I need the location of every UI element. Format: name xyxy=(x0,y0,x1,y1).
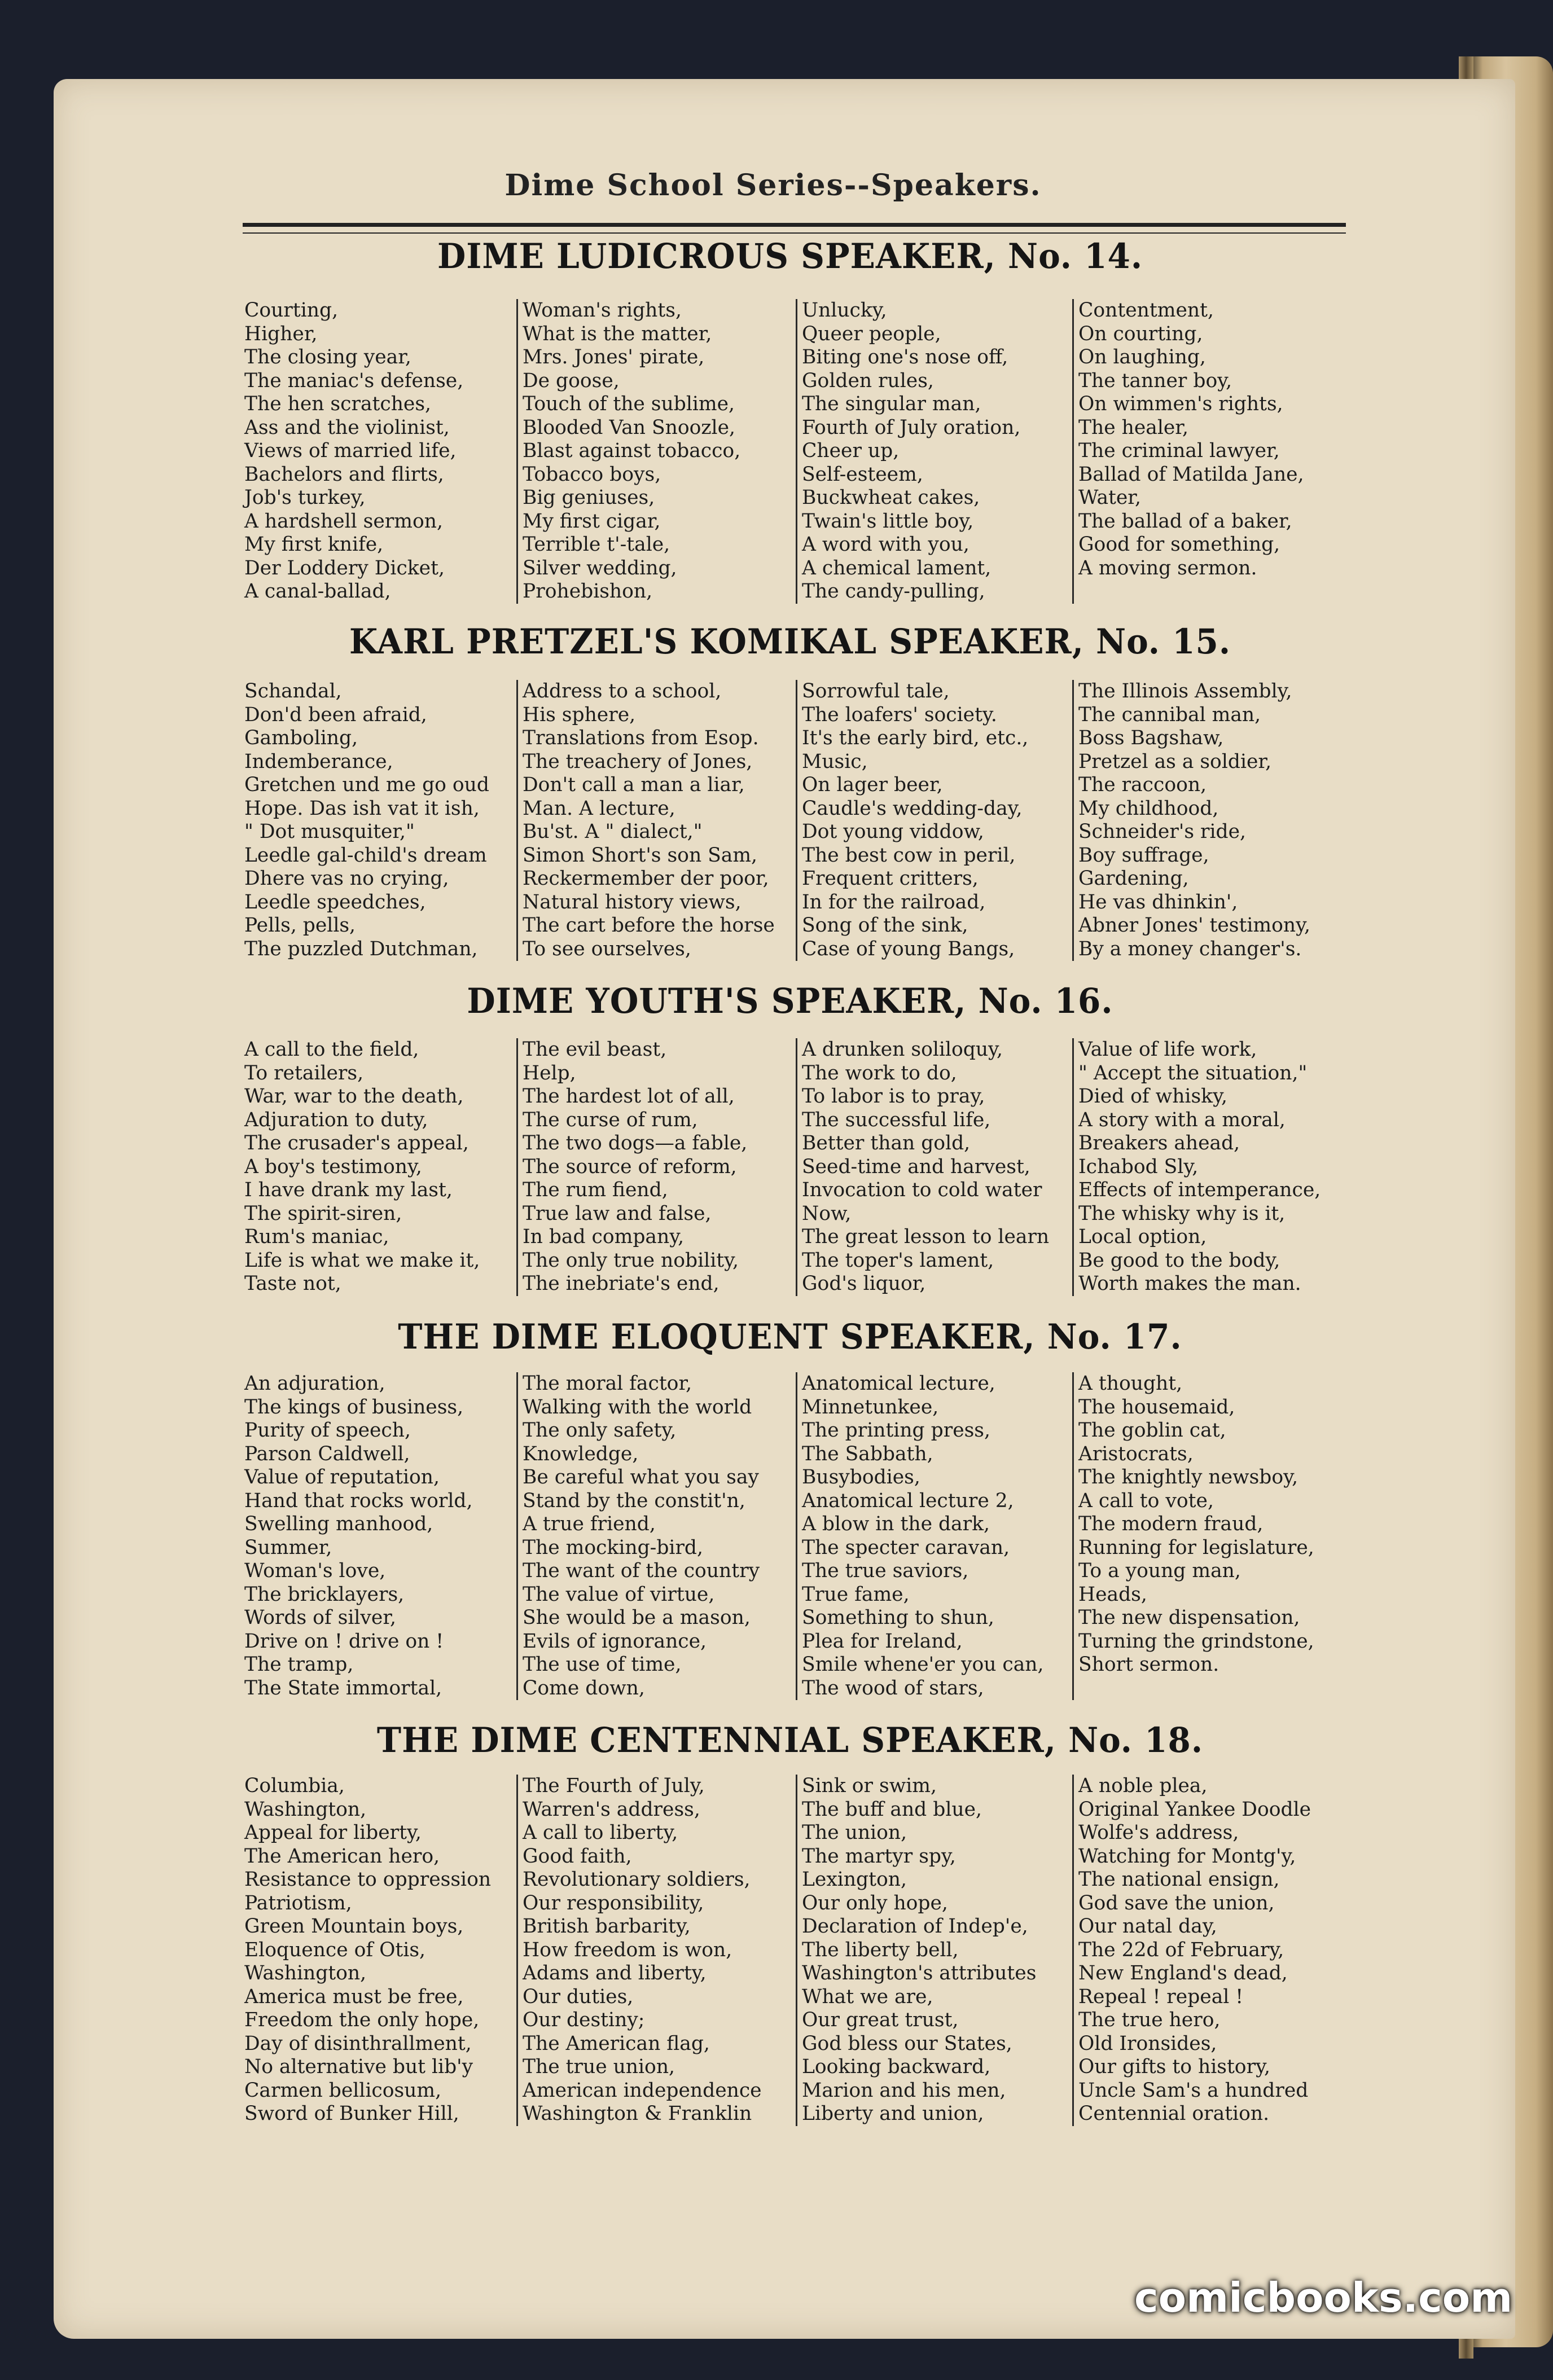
list-item: On wimmen's rights, xyxy=(1078,393,1283,415)
list-item: Golden rules, xyxy=(802,369,934,392)
list-item: Carmen bellicosum, xyxy=(244,2079,442,2102)
list-item: Purity of speech, xyxy=(244,1419,411,1442)
list-item: Our responsibility, xyxy=(523,1891,704,1914)
list-item: A drunken soliloquy, xyxy=(802,1038,1003,1061)
list-item: Breakers ahead, xyxy=(1078,1132,1240,1154)
list-item: The inebriate's end, xyxy=(523,1272,720,1295)
list-item: Self-esteem, xyxy=(802,463,923,486)
list-item: " Accept the situation," xyxy=(1078,1061,1308,1084)
list-item: Green Mountain boys, xyxy=(244,1915,464,1938)
list-item: Hand that rocks world, xyxy=(244,1489,473,1512)
list-item: Courting, xyxy=(244,299,339,322)
list-item: Something to shun, xyxy=(802,1606,994,1629)
list-item: The cart before the horse xyxy=(523,914,775,937)
list-item: The cannibal man, xyxy=(1078,703,1261,726)
list-item: Adjuration to duty, xyxy=(244,1108,428,1131)
list-item: The crusader's appeal, xyxy=(244,1132,469,1154)
list-item: The 22d of February, xyxy=(1078,1938,1284,1961)
column-4 xyxy=(1072,299,1349,604)
list-item: Liberty and union, xyxy=(802,2102,984,2125)
list-item: Simon Short's son Sam, xyxy=(523,844,758,867)
column-3 xyxy=(796,680,1072,961)
list-item: Song of the sink, xyxy=(802,914,968,937)
list-item: The tramp, xyxy=(244,1653,354,1676)
list-item: Smile whene'er you can, xyxy=(802,1653,1044,1676)
column-1 xyxy=(240,1038,516,1296)
list-item: Wolfe's address, xyxy=(1078,1821,1239,1844)
list-item: Centennial oration. xyxy=(1078,2102,1270,2125)
list-item: Caudle's wedding-day, xyxy=(802,797,1023,820)
list-item: Declaration of Indep'e, xyxy=(802,1915,1028,1938)
list-item: Tobacco boys, xyxy=(523,463,661,486)
list-item: Invocation to cold water xyxy=(802,1179,1042,1201)
list-item: Ichabod Sly, xyxy=(1078,1155,1199,1178)
section-title-16: DIME YOUTH'S SPEAKER, No. 16. xyxy=(467,981,1113,1021)
list-item: Looking backward, xyxy=(802,2056,991,2078)
list-item: Plea for Ireland, xyxy=(802,1630,963,1653)
column-3 xyxy=(796,1775,1072,2126)
list-item: His sphere, xyxy=(523,703,636,726)
section-list-15 xyxy=(240,680,1349,961)
list-item: The tanner boy, xyxy=(1078,369,1232,392)
list-item: The two dogs—a fable, xyxy=(523,1132,748,1154)
list-item: Pells, pells, xyxy=(244,914,356,937)
list-item: Be careful what you say xyxy=(523,1466,759,1488)
list-item: The liberty bell, xyxy=(802,1938,959,1961)
list-item: Der Loddery Dicket, xyxy=(244,556,445,579)
list-item: An adjuration, xyxy=(244,1372,385,1395)
column-4 xyxy=(1072,680,1349,961)
column-1 xyxy=(240,299,516,604)
list-item: Our natal day, xyxy=(1078,1915,1217,1938)
list-item: Blooded Van Snoozle, xyxy=(523,416,735,439)
list-item: On courting, xyxy=(1078,322,1203,345)
list-item: Reckermember der poor, xyxy=(523,867,769,890)
list-item: Bachelors and flirts, xyxy=(244,463,444,486)
list-item: Contentment, xyxy=(1078,299,1214,322)
column-1 xyxy=(240,1372,516,1700)
list-item: The modern fraud, xyxy=(1078,1513,1264,1535)
list-item: Case of young Bangs, xyxy=(802,937,1015,960)
list-item: Value of life work, xyxy=(1078,1038,1257,1061)
list-item: Higher, xyxy=(244,322,318,345)
header-rule xyxy=(243,223,1346,234)
list-item: The kings of business, xyxy=(244,1395,464,1419)
list-item: He vas dhinkin', xyxy=(1078,890,1238,914)
list-item: Warren's address, xyxy=(523,1798,700,1821)
list-item: My first knife, xyxy=(244,533,384,556)
list-item: Dot young viddow, xyxy=(802,820,984,843)
list-item: Washington & Franklin xyxy=(523,2102,752,2125)
list-item: God's liquor, xyxy=(802,1272,926,1295)
list-item: Patriotism, xyxy=(244,1891,352,1914)
list-item: Boy suffrage, xyxy=(1078,844,1209,867)
list-item: A chemical lament, xyxy=(802,556,992,579)
list-item: Summer, xyxy=(244,1536,332,1559)
list-item: Views of married life, xyxy=(244,440,457,462)
list-item: Marion and his men, xyxy=(802,2079,1006,2102)
list-item: The only true nobility, xyxy=(523,1249,739,1272)
list-item: The closing year, xyxy=(244,346,411,368)
list-item: The best cow in peril, xyxy=(802,844,1016,867)
list-item: Schneider's ride, xyxy=(1078,820,1246,843)
list-item: Don't call a man a liar, xyxy=(523,774,745,796)
list-item: The criminal lawyer, xyxy=(1078,440,1280,462)
list-item: Silver wedding, xyxy=(523,556,677,579)
list-item: The value of virtue, xyxy=(523,1583,715,1606)
list-item: Blast against tobacco, xyxy=(523,440,741,462)
list-item: Big geniuses, xyxy=(523,486,655,509)
list-item: Sword of Bunker Hill, xyxy=(244,2102,459,2125)
list-item: Touch of the sublime, xyxy=(523,393,735,415)
list-item: Pretzel as a soldier, xyxy=(1078,750,1272,773)
list-item: Value of reputation, xyxy=(244,1466,440,1488)
list-item: Translations from Esop. xyxy=(523,727,759,749)
list-item: British barbarity, xyxy=(523,1915,691,1938)
list-item: Aristocrats, xyxy=(1078,1442,1194,1465)
series-header: Dime School Series--Speakers. xyxy=(504,168,1042,203)
list-item: A thought, xyxy=(1078,1372,1183,1395)
list-item: No alternative but lib'y xyxy=(244,2056,473,2078)
list-item: It's the early bird, etc., xyxy=(802,727,1029,749)
list-item: True law and false, xyxy=(523,1202,712,1225)
list-item: Boss Bagshaw, xyxy=(1078,727,1224,749)
list-item: Unlucky, xyxy=(802,299,887,322)
list-item: The specter caravan, xyxy=(802,1536,1010,1559)
list-item: The knightly newsboy, xyxy=(1078,1466,1298,1488)
list-item: God save the union, xyxy=(1078,1891,1275,1914)
list-item: The only safety, xyxy=(523,1419,677,1442)
list-item: Seed-time and harvest, xyxy=(802,1155,1030,1178)
list-item: America must be free, xyxy=(244,1985,464,2008)
list-item: Knowledge, xyxy=(523,1442,639,1465)
list-item: A word with you, xyxy=(802,533,969,556)
list-item: The wood of stars, xyxy=(802,1676,984,1700)
list-item: Life is what we make it, xyxy=(244,1249,480,1272)
list-item: The true hero, xyxy=(1078,2009,1221,2031)
list-item: Job's turkey, xyxy=(244,486,366,509)
list-item: Washington, xyxy=(244,1962,367,1984)
list-item: The work to do, xyxy=(802,1061,957,1084)
list-item: A moving sermon. xyxy=(1078,556,1257,579)
list-item: Repeal ! repeal ! xyxy=(1078,1985,1244,2008)
list-item: The candy-pulling, xyxy=(802,580,985,603)
list-item: Parson Caldwell, xyxy=(244,1442,410,1465)
list-item: The raccoon, xyxy=(1078,774,1207,796)
list-item: Died of whisky, xyxy=(1078,1085,1227,1108)
list-item: Appeal for liberty, xyxy=(244,1821,422,1844)
list-item: To labor is to pray, xyxy=(802,1085,985,1108)
list-item: Heads, xyxy=(1078,1583,1147,1606)
list-item: The Illinois Assembly, xyxy=(1078,680,1292,702)
list-item: My childhood, xyxy=(1078,797,1219,820)
list-item: The ballad of a baker, xyxy=(1078,510,1292,533)
list-item: To a young man, xyxy=(1078,1560,1241,1582)
list-item: To see ourselves, xyxy=(523,937,691,960)
list-item: Indemberance, xyxy=(244,750,393,773)
list-item: Drive on ! drive on ! xyxy=(244,1630,444,1653)
list-item: Turning the grindstone, xyxy=(1078,1630,1314,1653)
list-item: The buff and blue, xyxy=(802,1798,982,1821)
list-item: On laughing, xyxy=(1078,346,1206,368)
list-item: Buckwheat cakes, xyxy=(802,486,980,509)
list-item: In for the railroad, xyxy=(802,890,986,914)
list-item: The American flag, xyxy=(523,2032,710,2055)
column-2 xyxy=(516,680,796,961)
list-item: The union, xyxy=(802,1821,907,1844)
list-item: The hen scratches, xyxy=(244,393,432,415)
list-item: Cheer up, xyxy=(802,440,900,462)
list-item: The toper's lament, xyxy=(802,1249,994,1272)
section-title-14: DIME LUDICROUS SPEAKER, No. 14. xyxy=(437,236,1143,276)
list-item: Original Yankee Doodle xyxy=(1078,1798,1311,1821)
list-item: The evil beast, xyxy=(523,1038,667,1061)
list-item: A call to liberty, xyxy=(523,1821,678,1844)
list-item: Running for legislature, xyxy=(1078,1536,1314,1559)
list-item: The Fourth of July, xyxy=(523,1775,705,1797)
list-item: Ass and the violinist, xyxy=(244,416,450,439)
list-item: The true saviors, xyxy=(802,1560,969,1582)
column-3 xyxy=(796,299,1072,604)
list-item: True fame, xyxy=(802,1583,910,1606)
list-item: Worth makes the man. xyxy=(1078,1272,1301,1295)
list-item: The moral factor, xyxy=(523,1372,692,1395)
list-item: Short sermon. xyxy=(1078,1653,1219,1676)
list-item: Hope. Das ish vat it ish, xyxy=(244,797,480,820)
list-item: Woman's rights, xyxy=(523,299,682,322)
column-2 xyxy=(516,299,796,604)
list-item: Now, xyxy=(802,1202,852,1225)
list-item: She would be a mason, xyxy=(523,1606,751,1629)
list-item: The treachery of Jones, xyxy=(523,750,753,773)
list-item: Words of silver, xyxy=(244,1606,396,1629)
column-1 xyxy=(240,680,516,961)
list-item: Address to a school, xyxy=(523,680,722,702)
list-item: By a money changer's. xyxy=(1078,937,1302,960)
list-item: To retailers, xyxy=(244,1061,364,1084)
list-item: The true union, xyxy=(523,2056,675,2078)
list-item: Better than gold, xyxy=(802,1132,971,1154)
list-item: A noble plea, xyxy=(1078,1775,1208,1797)
list-item: I have drank my last, xyxy=(244,1179,453,1201)
column-4 xyxy=(1072,1372,1349,1700)
list-item: Fourth of July oration, xyxy=(802,416,1021,439)
list-item: Terrible t'-tale, xyxy=(523,533,670,556)
list-item: Sorrowful tale, xyxy=(802,680,950,702)
list-item: Don'd been afraid, xyxy=(244,703,427,726)
list-item: The State immortal, xyxy=(244,1676,442,1700)
list-item: Leedle speedches, xyxy=(244,890,426,914)
list-item: Washington's attributes xyxy=(802,1962,1037,1984)
list-item: Water, xyxy=(1078,486,1141,509)
list-item: On lager beer, xyxy=(802,774,943,796)
section-list-16 xyxy=(240,1038,1349,1296)
list-item: A hardshell sermon, xyxy=(244,510,443,533)
list-item: The martyr spy, xyxy=(802,1845,956,1868)
list-item: The source of reform, xyxy=(523,1155,737,1178)
list-item: Dhere vas no crying, xyxy=(244,867,449,890)
list-item: Bu'st. A " dialect," xyxy=(523,820,703,843)
list-item: The healer, xyxy=(1078,416,1188,439)
list-item: Gamboling, xyxy=(244,727,358,749)
list-item: A call to the field, xyxy=(244,1038,419,1061)
list-item: Twain's little boy, xyxy=(802,510,974,533)
list-item: Uncle Sam's a hundred xyxy=(1078,2079,1309,2102)
section-list-18 xyxy=(240,1775,1349,2126)
list-item: The whisky why is it, xyxy=(1078,1202,1286,1225)
list-item: The singular man, xyxy=(802,393,981,415)
list-item: The mocking-bird, xyxy=(523,1536,703,1559)
column-2 xyxy=(516,1372,796,1700)
list-item: Woman's love, xyxy=(244,1560,386,1582)
list-item: Abner Jones' testimony, xyxy=(1078,914,1310,937)
list-item: The successful life, xyxy=(802,1108,991,1131)
list-item: Anatomical lecture, xyxy=(802,1372,995,1395)
list-item: Local option, xyxy=(1078,1226,1207,1248)
list-item: The maniac's defense, xyxy=(244,369,464,392)
watermark-logo: comicbooks.com xyxy=(1134,2274,1513,2321)
list-item: The bricklayers, xyxy=(244,1583,405,1606)
list-item: Taste not, xyxy=(244,1272,341,1295)
list-item: Day of disinthrallment, xyxy=(244,2032,472,2055)
column-2 xyxy=(516,1775,796,2126)
list-item: Eloquence of Otis, xyxy=(244,1938,425,1961)
list-item: The want of the country xyxy=(523,1560,760,1582)
list-item: The Sabbath, xyxy=(802,1442,933,1465)
list-item: Resistance to oppression xyxy=(244,1868,492,1891)
list-item: The American hero, xyxy=(244,1845,440,1868)
list-item: A blow in the dark, xyxy=(802,1513,990,1535)
list-item: Frequent critters, xyxy=(802,867,979,890)
list-item: A boy's testimony, xyxy=(244,1155,422,1178)
list-item: The rum fiend, xyxy=(523,1179,668,1201)
list-item: Columbia, xyxy=(244,1775,345,1797)
list-item: Freedom the only hope, xyxy=(244,2009,480,2031)
list-item: American independence xyxy=(523,2079,762,2102)
list-item: The national ensign, xyxy=(1078,1868,1280,1891)
list-item: Our destiny; xyxy=(523,2009,645,2031)
list-item: A call to vote, xyxy=(1078,1489,1214,1512)
list-item: The puzzled Dutchman, xyxy=(244,937,478,960)
list-item: Gardening, xyxy=(1078,867,1189,890)
section-list-17 xyxy=(240,1372,1349,1700)
list-item: Man. A lecture, xyxy=(523,797,675,820)
list-item: Busybodies, xyxy=(802,1466,920,1488)
list-item: Mrs. Jones' pirate, xyxy=(523,346,705,368)
list-item: Stand by the constit'n, xyxy=(523,1489,745,1512)
list-item: " Dot musquiter," xyxy=(244,820,415,843)
list-item: The new dispensation, xyxy=(1078,1606,1300,1629)
list-item: The curse of rum, xyxy=(523,1108,698,1131)
column-4 xyxy=(1072,1038,1349,1296)
list-item: Natural history views, xyxy=(523,890,742,914)
list-item: The goblin cat, xyxy=(1078,1419,1226,1442)
list-item: The housemaid, xyxy=(1078,1395,1235,1419)
section-title-18: THE DIME CENTENNIAL SPEAKER, No. 18. xyxy=(376,1720,1204,1760)
list-item: The great lesson to learn xyxy=(802,1226,1050,1248)
column-1 xyxy=(240,1775,516,2126)
list-item: War, war to the death, xyxy=(244,1085,464,1108)
list-item: A true friend, xyxy=(523,1513,656,1535)
section-list-14 xyxy=(240,299,1349,604)
list-item: Our gifts to history, xyxy=(1078,2056,1270,2078)
list-item: What is the matter, xyxy=(523,322,712,345)
list-item: A canal-ballad, xyxy=(244,580,391,603)
list-item: Revolutionary soldiers, xyxy=(523,1868,751,1891)
list-item: Watching for Montg'y, xyxy=(1078,1845,1296,1868)
list-item: Our great trust, xyxy=(802,2009,959,2031)
section-title-17: THE DIME ELOQUENT SPEAKER, No. 17. xyxy=(398,1316,1182,1357)
list-item: God bless our States, xyxy=(802,2032,1012,2055)
list-item: De goose, xyxy=(523,369,620,392)
list-item: The hardest lot of all, xyxy=(523,1085,735,1108)
list-item: A story with a moral, xyxy=(1078,1108,1286,1131)
list-item: The loafers' society. xyxy=(802,703,997,726)
list-item: The spirit-siren, xyxy=(244,1202,402,1225)
list-item: Queer people, xyxy=(802,322,941,345)
list-item: Adams and liberty, xyxy=(523,1962,707,1984)
list-item: The printing press, xyxy=(802,1419,990,1442)
list-item: Gretchen und me go oud xyxy=(244,774,489,796)
list-item: The use of time, xyxy=(523,1653,682,1676)
list-item: Help, xyxy=(523,1061,576,1084)
list-item: What we are, xyxy=(802,1985,933,2008)
column-3 xyxy=(796,1038,1072,1296)
list-item: Our duties, xyxy=(523,1985,634,2008)
list-item: How freedom is won, xyxy=(523,1938,732,1961)
list-item: Evils of ignorance, xyxy=(523,1630,707,1653)
list-item: Swelling manhood, xyxy=(244,1513,433,1535)
list-item: Ballad of Matilda Jane, xyxy=(1078,463,1304,486)
list-item: Music, xyxy=(802,750,868,773)
list-item: Prohebishon, xyxy=(523,580,653,603)
column-3 xyxy=(796,1372,1072,1700)
list-item: Minnetunkee, xyxy=(802,1395,939,1419)
list-item: My first cigar, xyxy=(523,510,661,533)
list-item: Effects of intemperance, xyxy=(1078,1179,1321,1201)
list-item: Come down, xyxy=(523,1676,645,1700)
list-item: Lexington, xyxy=(802,1868,907,1891)
list-item: Anatomical lecture 2, xyxy=(802,1489,1014,1512)
list-item: Walking with the world xyxy=(523,1395,752,1419)
list-item: Our only hope, xyxy=(802,1891,948,1914)
list-item: Be good to the body, xyxy=(1078,1249,1280,1272)
list-item: Washington, xyxy=(244,1798,367,1821)
list-item: Schandal, xyxy=(244,680,342,702)
list-item: Old Ironsides, xyxy=(1078,2032,1217,2055)
column-4 xyxy=(1072,1775,1349,2126)
list-item: Sink or swim, xyxy=(802,1775,937,1797)
list-item: Good faith, xyxy=(523,1845,632,1868)
list-item: Biting one's nose off, xyxy=(802,346,1008,368)
section-title-15: KARL PRETZEL'S KOMIKAL SPEAKER, No. 15. xyxy=(349,621,1231,662)
list-item: Leedle gal-child's dream xyxy=(244,844,487,867)
list-item: Rum's maniac, xyxy=(244,1226,389,1248)
column-2 xyxy=(516,1038,796,1296)
list-item: In bad company, xyxy=(523,1226,685,1248)
list-item: New England's dead, xyxy=(1078,1962,1288,1984)
list-item: Good for something, xyxy=(1078,533,1280,556)
